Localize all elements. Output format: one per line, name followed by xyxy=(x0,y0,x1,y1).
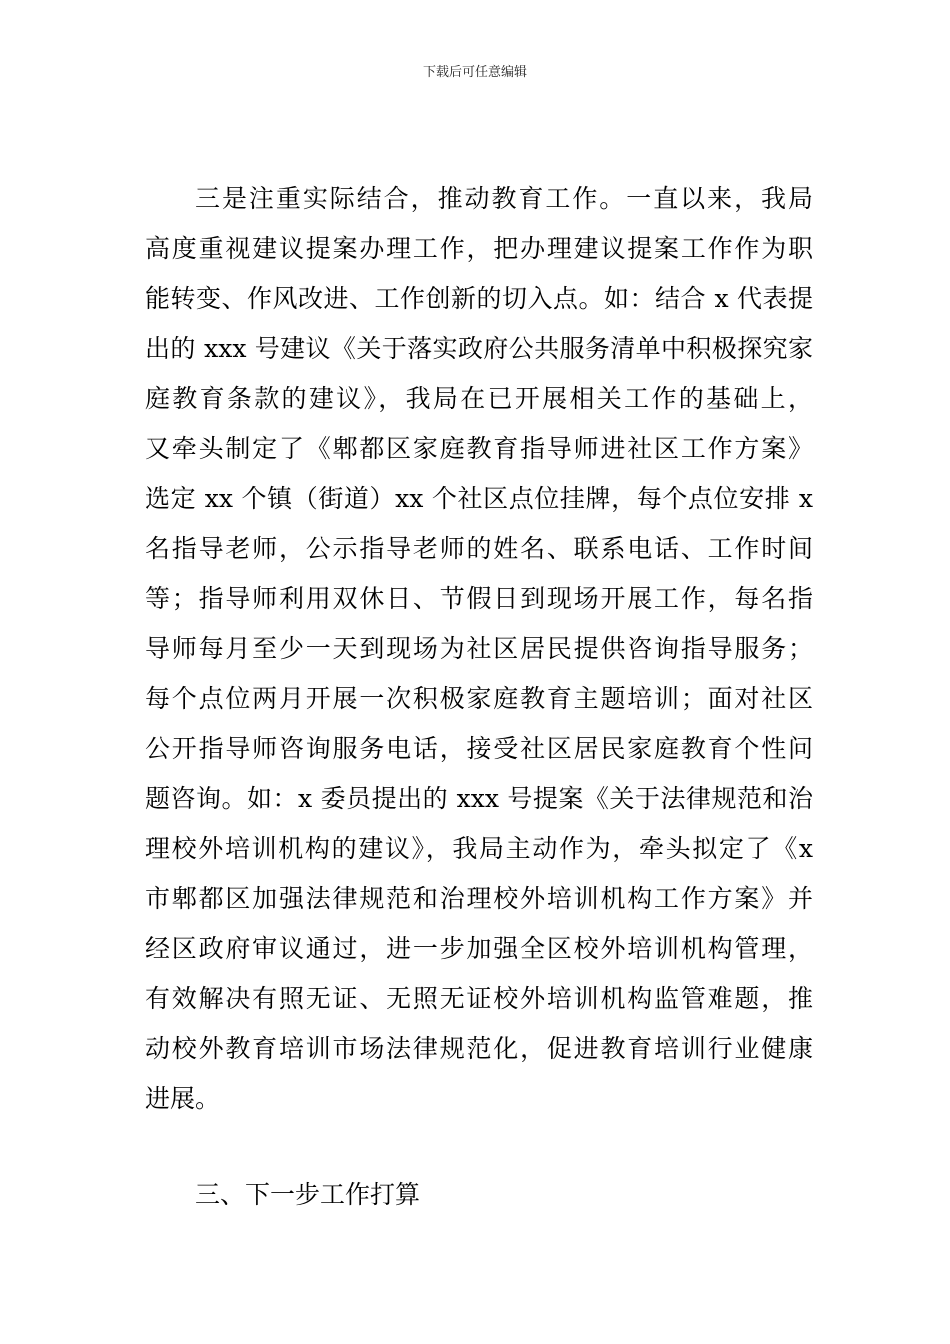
body-paragraph xyxy=(145,174,813,1124)
paragraph-line: 能转变、作风改进、工作创新的切入点。如：结合 x 代表提 xyxy=(145,284,813,313)
paragraph-line: 名指导老师，公示指导老师的姓名、联系电话、工作时间 xyxy=(145,534,813,563)
paragraph-line: 理校外培训机构的建议》，我局主动作为，牵头拟定了《x xyxy=(145,834,813,863)
section-heading: 三、下一步工作打算 xyxy=(195,1180,421,1209)
paragraph-line: 公开指导师咨询服务电话，接受社区居民家庭教育个性问 xyxy=(145,734,813,763)
paragraph-line: 题咨询。如：x 委员提出的 xxx 号提案《关于法律规范和治 xyxy=(145,784,813,813)
paragraph-line: 高度重视建议提案办理工作，把办理建议提案工作作为职 xyxy=(145,234,813,263)
paragraph-line: 市郫都区加强法律规范和治理校外培训机构工作方案》并 xyxy=(145,884,813,913)
paragraph-line: 动校外教育培训市场法律规范化，促进教育培训行业健康 xyxy=(145,1034,813,1063)
paragraph-line: 每个点位两月开展一次积极家庭教育主题培训；面对社区 xyxy=(145,684,813,713)
paragraph-line: 导师每月至少一天到现场为社区居民提供咨询指导服务； xyxy=(145,634,813,663)
paragraph-line: 又牵头制定了《郫都区家庭教育指导师进社区工作方案》 xyxy=(145,434,813,463)
paragraph-line: 出的 xxx 号建议《关于落实政府公共服务清单中积极探究家 xyxy=(145,334,813,363)
header-note: 下载后可任意编辑 xyxy=(422,65,527,80)
paragraph-line: 有效解决有照无证、无照无证校外培训机构监管难题，推 xyxy=(145,984,813,1013)
paragraph-line: 选定 xx 个镇（街道）xx 个社区点位挂牌，每个点位安排 x xyxy=(145,484,813,513)
paragraph-line: 等；指导师利用双休日、节假日到现场开展工作，每名指 xyxy=(145,584,813,613)
paragraph-line: 庭教育条款的建议》，我局在已开展相关工作的基础上， xyxy=(145,384,813,413)
paragraph-line: 经区政府审议通过，进一步加强全区校外培训机构管理， xyxy=(145,934,813,963)
paragraph-line: 进展。 xyxy=(145,1084,221,1113)
paragraph-line: 三是注重实际结合，推动教育工作。一直以来，我局 xyxy=(195,184,813,213)
